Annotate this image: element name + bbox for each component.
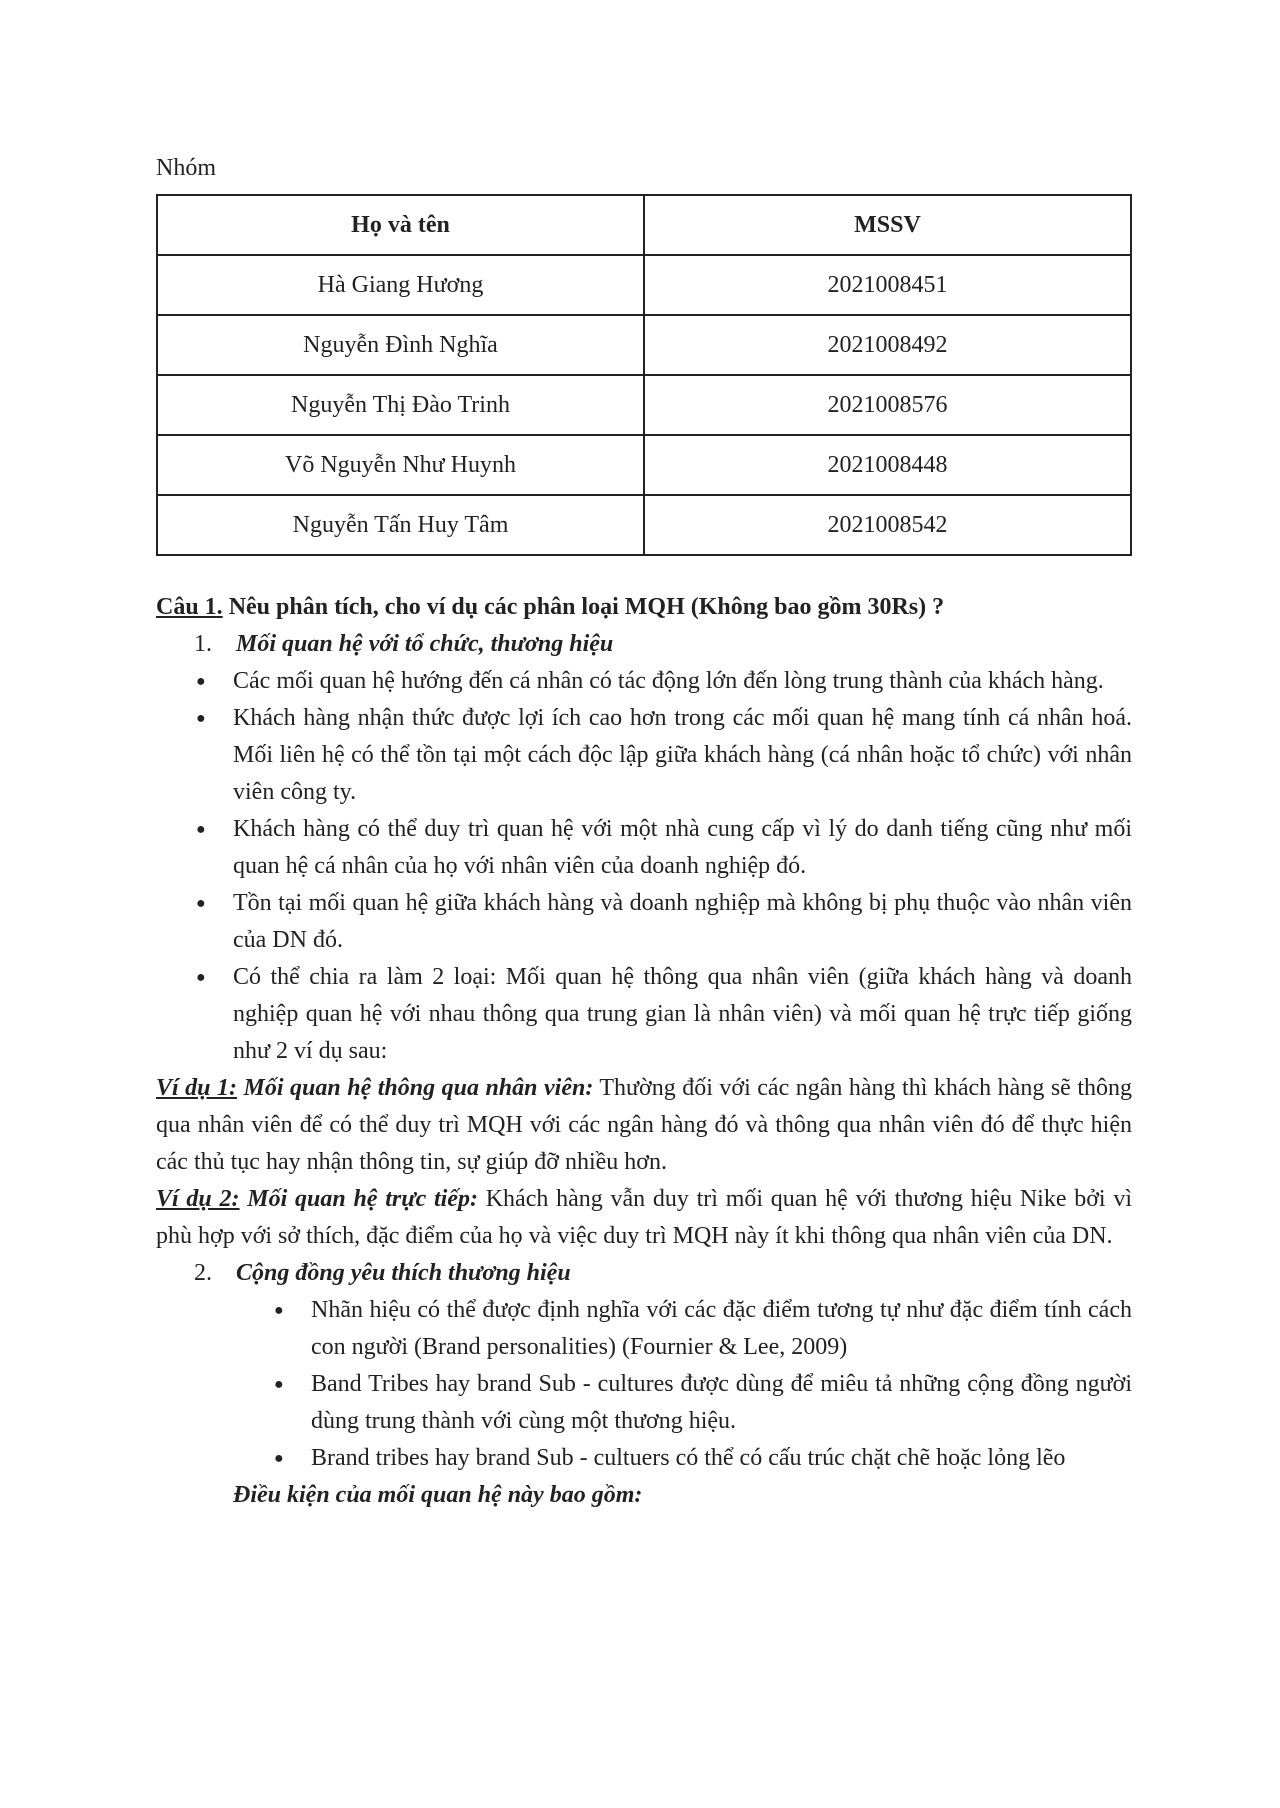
member-student-id: 2021008492 bbox=[644, 315, 1131, 375]
bullet-icon: ● bbox=[274, 1450, 284, 1467]
section-1-bullet-list bbox=[156, 663, 1132, 1070]
bullet-icon: ● bbox=[196, 895, 206, 912]
list-item-text: Có thể chia ra làm 2 loại: Mối quan hệ thông qua nhân viên (giữa khách hàng và doanh nghiệp quan hệ với nhau thông qua trung gian là nhân viên) và mối quan hệ trực tiếp giống như 2 ví dụ sau: bbox=[233, 964, 1132, 1064]
member-name: Võ Nguyễn Như Huynh bbox=[157, 435, 644, 495]
list-item bbox=[156, 1366, 1132, 1440]
group-label: Nhóm bbox=[156, 155, 216, 181]
bullet-icon: ● bbox=[196, 969, 206, 986]
list-item bbox=[156, 885, 1132, 959]
list-item bbox=[156, 663, 1132, 700]
section-1-number: 1. bbox=[194, 631, 212, 657]
example-2-label: Ví dụ 2: bbox=[156, 1186, 240, 1212]
document-content bbox=[156, 150, 1132, 1514]
header-name: Họ và tên bbox=[157, 195, 644, 255]
list-item-text: Khách hàng có thể duy trì quan hệ với một nhà cung cấp vì lý do danh tiếng cũng như mối quan hệ cá nhân của họ với nhân viên của doanh nghiệp đó. bbox=[233, 816, 1132, 879]
member-student-id: 2021008448 bbox=[644, 435, 1131, 495]
bullet-icon: ● bbox=[274, 1302, 284, 1319]
section-2-title-text: Cộng đồng yêu thích thương hiệu bbox=[236, 1260, 571, 1286]
example-1-heading bbox=[156, 1075, 593, 1101]
member-name: Nguyễn Đình Nghĩa bbox=[157, 315, 644, 375]
list-item bbox=[156, 959, 1132, 1070]
bullet-icon: ● bbox=[196, 710, 206, 727]
conditions-heading: Điều kiện của mối quan hệ này bao gồm: bbox=[233, 1482, 643, 1508]
question-label: Câu 1. bbox=[156, 594, 223, 620]
list-item bbox=[156, 1292, 1132, 1366]
list-item-text: Khách hàng nhận thức được lợi ích cao hơn trong các mối quan hệ mang tính cá nhân hoá. Mối liên hệ có thể tồn tại một cách độc lập giữa khách hàng (cá nhân hoặc tổ chức) với nhân viên công ty. bbox=[233, 705, 1132, 805]
bullet-icon: ● bbox=[196, 673, 206, 690]
list-item-text: Các mối quan hệ hướng đến cá nhân có tác động lớn đến lòng trung thành của khách hàng. bbox=[233, 668, 1104, 694]
member-name: Nguyễn Tấn Huy Tâm bbox=[157, 495, 644, 555]
example-2-heading bbox=[156, 1186, 478, 1212]
table-header-row bbox=[157, 195, 1131, 255]
list-item-text: Band Tribes hay brand Sub - cultures được dùng để miêu tả những cộng đồng người dùng trung thành với cùng một thương hiệu. bbox=[311, 1371, 1132, 1434]
example-2 bbox=[156, 1181, 1132, 1255]
bullet-icon: ● bbox=[196, 821, 206, 838]
list-item-text: Nhãn hiệu có thể được định nghĩa với các đặc điểm tương tự như đặc điểm tính cách con người (Brand personalities) (Fournier & Lee, 2009) bbox=[311, 1297, 1132, 1360]
list-item bbox=[156, 811, 1132, 885]
example-2-title: Mối quan hệ trực tiếp: bbox=[239, 1186, 478, 1212]
members-table bbox=[156, 194, 1132, 556]
list-item bbox=[156, 700, 1132, 811]
member-student-id: 2021008542 bbox=[644, 495, 1131, 555]
example-1 bbox=[156, 1070, 1132, 1181]
example-1-title: Mối quan hệ thông qua nhân viên: bbox=[237, 1075, 594, 1101]
table-row bbox=[157, 255, 1131, 315]
member-name: Nguyễn Thị Đào Trinh bbox=[157, 375, 644, 435]
section-2-title bbox=[156, 1255, 1132, 1292]
example-1-text: Thường đối với các ngân hàng thì khách hàng sẽ thông qua nhân viên để có thể duy trì MQH với các ngân hàng đó và thông qua nhân viên đó để thực hiện các thủ tục hay nhận thông tin, sự giúp đỡ nhiều hơn. bbox=[156, 1075, 1132, 1175]
table-row bbox=[157, 315, 1131, 375]
table-row bbox=[157, 495, 1131, 555]
member-student-id: 2021008576 bbox=[644, 375, 1131, 435]
section-1-title-text: Mối quan hệ với tổ chức, thương hiệu bbox=[236, 631, 614, 657]
member-name: Hà Giang Hương bbox=[157, 255, 644, 315]
section-2-number: 2. bbox=[194, 1260, 212, 1286]
header-student-id: MSSV bbox=[644, 195, 1131, 255]
question-text: Nêu phân tích, cho ví dụ các phân loại MQH (Không bao gồm 30Rs) ? bbox=[222, 594, 945, 620]
question-heading bbox=[156, 589, 1132, 626]
example-1-label: Ví dụ 1: bbox=[156, 1075, 238, 1101]
section-2-bullet-list bbox=[156, 1292, 1132, 1477]
table-row bbox=[157, 435, 1131, 495]
table-row bbox=[157, 375, 1131, 435]
member-student-id: 2021008451 bbox=[644, 255, 1131, 315]
list-item-text: Brand tribes hay brand Sub - cultuers có thể có cấu trúc chặt chẽ hoặc lỏng lẽo bbox=[311, 1445, 1066, 1471]
bullet-icon: ● bbox=[274, 1376, 284, 1393]
list-item bbox=[156, 1440, 1132, 1477]
section-1-title bbox=[156, 626, 1132, 663]
example-2-text: Khách hàng vẫn duy trì mối quan hệ với thương hiệu Nike bởi vì phù hợp với sở thích, đặc điểm của họ và việc duy trì MQH này ít khi thông qua nhân viên của DN. bbox=[156, 1186, 1133, 1249]
list-item-text: Tồn tại mối quan hệ giữa khách hàng và doanh nghiệp mà không bị phụ thuộc vào nhân viên của DN đó. bbox=[233, 890, 1132, 953]
